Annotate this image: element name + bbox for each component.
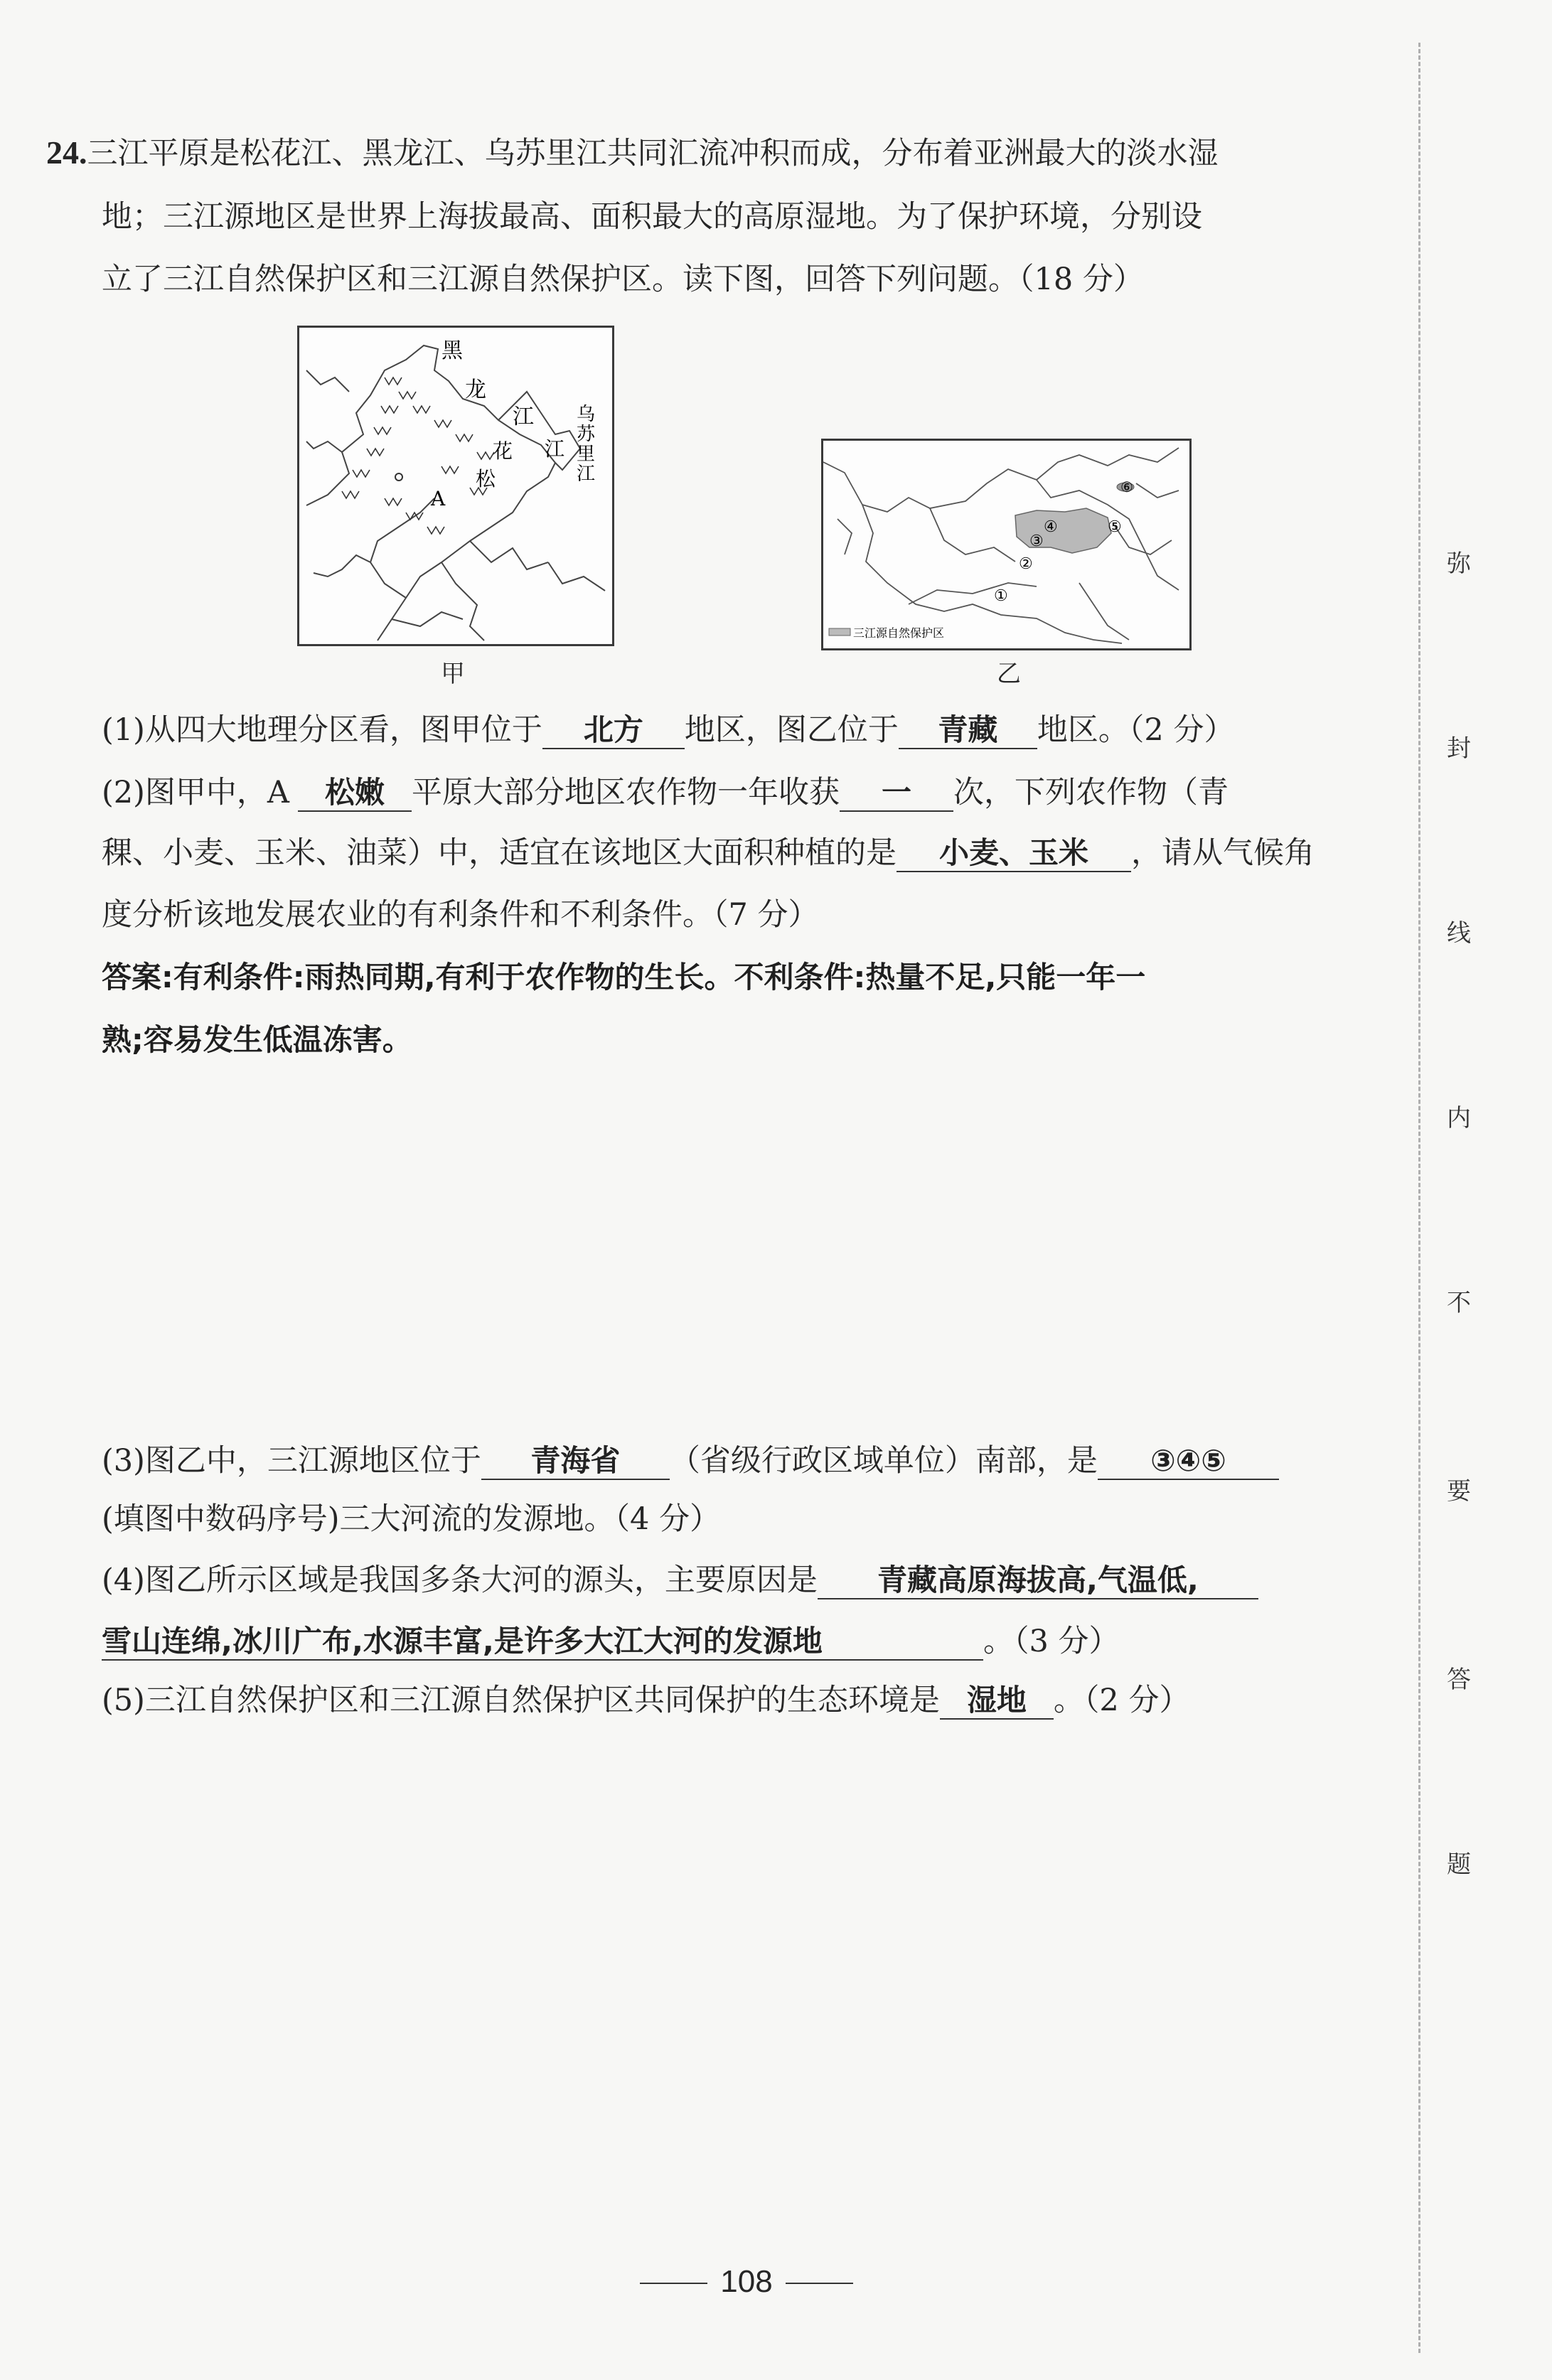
sidebar-char-2: 封 xyxy=(1447,734,1471,763)
q2-answer-harvest: 一 xyxy=(840,775,953,812)
page-number-dash-right xyxy=(786,2283,853,2284)
map-jia-caption: 甲 xyxy=(441,660,465,688)
sidebar-char-5: 不 xyxy=(1447,1289,1471,1317)
q1-line xyxy=(102,711,1234,749)
question-line-2: 地；三江源地区是世界上海拔最高、面积最大的高原湿地。为了保护环境，分别设 xyxy=(102,199,1202,235)
q1-mid: 地区，图乙位于 xyxy=(684,712,899,748)
map-yi-label-4: ④ xyxy=(1044,518,1058,536)
question-number: 24. xyxy=(46,134,87,171)
q2-answer-line-2: 熟;容易发生低温冻害。 xyxy=(102,1022,412,1057)
q1-post: 地区。（2 分） xyxy=(1037,712,1235,748)
question-text-1: 三江平原是松花江、黑龙江、乌苏里江共同汇流冲积而成，分布着亚洲最大的淡水湿 xyxy=(87,136,1219,171)
q3-mid: （省级行政区域单位）南部，是 xyxy=(669,1443,1098,1479)
map-jia-label-jiang1: 江 xyxy=(513,404,534,429)
q4-pre: (4)图乙所示区域是我国多条大河的源头，主要原因是 xyxy=(102,1562,818,1598)
map-yi-label-5: ⑤ xyxy=(1108,518,1122,536)
map-yi-label-2: ② xyxy=(1019,555,1033,573)
map-yi-label-1: ① xyxy=(994,587,1008,605)
sidebar-char-7: 答 xyxy=(1447,1666,1471,1694)
map-yi xyxy=(821,439,1192,650)
q4-line-1 xyxy=(102,1561,1258,1599)
map-yi-caption: 乙 xyxy=(997,660,1021,688)
q2-pre: (2)图甲中，A xyxy=(102,775,289,810)
q3-answer-rivers: ③④⑤ xyxy=(1098,1443,1279,1480)
page-number-dash-left xyxy=(640,2283,707,2284)
map-jia-svg xyxy=(299,328,612,644)
q3-pre: (3)图乙中，三江源地区位于 xyxy=(102,1443,481,1479)
q4-line-2 xyxy=(102,1622,1120,1661)
map-jia-label-hei: 黑 xyxy=(441,338,463,363)
q4-answer-part1: 青藏高原海拔高,气温低, xyxy=(818,1562,1258,1599)
q2-mid1: 平原大部分地区农作物一年收获 xyxy=(411,775,840,810)
map-jia-label-song: 松 xyxy=(476,467,496,491)
binding-dashed-line xyxy=(1418,43,1420,2353)
question-line-3: 立了三江自然保护区和三江源自然保护区。读下图，回答下列问题。（18 分） xyxy=(102,262,1144,297)
map-jia xyxy=(297,326,614,646)
sidebar-char-3: 线 xyxy=(1447,919,1471,948)
q1-pre: (1)从四大地理分区看，图甲位于 xyxy=(102,712,542,748)
q2-answer-crops: 小麦、玉米 xyxy=(897,835,1131,872)
map-jia-label-jiang2: 江 xyxy=(577,463,596,485)
q2-line-3: 度分析该地发展农业的有利条件和不利条件。（7 分） xyxy=(102,897,819,933)
q5-line xyxy=(102,1681,1189,1720)
map-yi-label-3: ③ xyxy=(1029,532,1044,550)
sidebar-char-4: 内 xyxy=(1447,1104,1471,1132)
q2-answer-line-1: 答案:有利条件:雨热同期,有利于农作物的生长。不利条件:热量不足,只能一年一 xyxy=(102,960,1146,995)
sidebar-char-1: 弥 xyxy=(1447,550,1471,578)
q4-answer-part2: 雪山连绵,冰川广布,水源丰富,是许多大江大河的发源地 xyxy=(102,1624,983,1661)
sidebar-char-6: 要 xyxy=(1447,1477,1471,1506)
q5-answer-wetland: 湿地 xyxy=(940,1683,1054,1720)
map-yi-svg xyxy=(823,441,1189,648)
map-jia-label-wu: 乌 xyxy=(577,404,596,425)
q3-line-1 xyxy=(102,1442,1279,1480)
q2-line2-pre: 稞、小麦、玉米、油菜）中，适宜在该地区大面积种植的是 xyxy=(102,835,897,871)
sidebar-char-8: 题 xyxy=(1447,1850,1471,1879)
page-number xyxy=(604,2264,889,2300)
q2-line-2 xyxy=(102,834,1315,872)
q4-post: 。（3 分） xyxy=(983,1624,1120,1659)
q2-mid2: 次，下列农作物（青 xyxy=(953,775,1229,810)
map-jia-label-su: 苏 xyxy=(577,424,596,445)
map-jia-label-long: 龙 xyxy=(465,377,486,402)
question-line-1 xyxy=(46,134,1219,173)
map-jia-label-hua: 花 xyxy=(493,439,513,463)
q1-answer-region-yi: 青藏 xyxy=(899,712,1037,749)
q3-line-2: (填图中数码序号)三大河流的发源地。（4 分） xyxy=(102,1501,721,1537)
map-jia-label-a: A xyxy=(431,487,446,510)
q5-post: 。（2 分） xyxy=(1053,1683,1190,1718)
q3-answer-province: 青海省 xyxy=(481,1443,670,1480)
q2-answer-plain: 松嫩 xyxy=(298,775,412,812)
map-jia-label-li: 里 xyxy=(577,444,596,465)
page-number-value: 108 xyxy=(720,2264,773,2299)
map-yi-legend: 三江源自然保护区 xyxy=(853,626,945,640)
q1-answer-region-jia: 北方 xyxy=(542,712,685,749)
q2-line-1 xyxy=(102,773,1229,812)
map-yi-label-6: ⑥ xyxy=(1120,478,1133,495)
q2-line2-post: ，请从气候角 xyxy=(1131,835,1315,871)
map-jia-label-jiang3: 江 xyxy=(545,437,565,461)
q5-pre: (5)三江自然保护区和三江源自然保护区共同保护的生态环境是 xyxy=(102,1683,940,1718)
